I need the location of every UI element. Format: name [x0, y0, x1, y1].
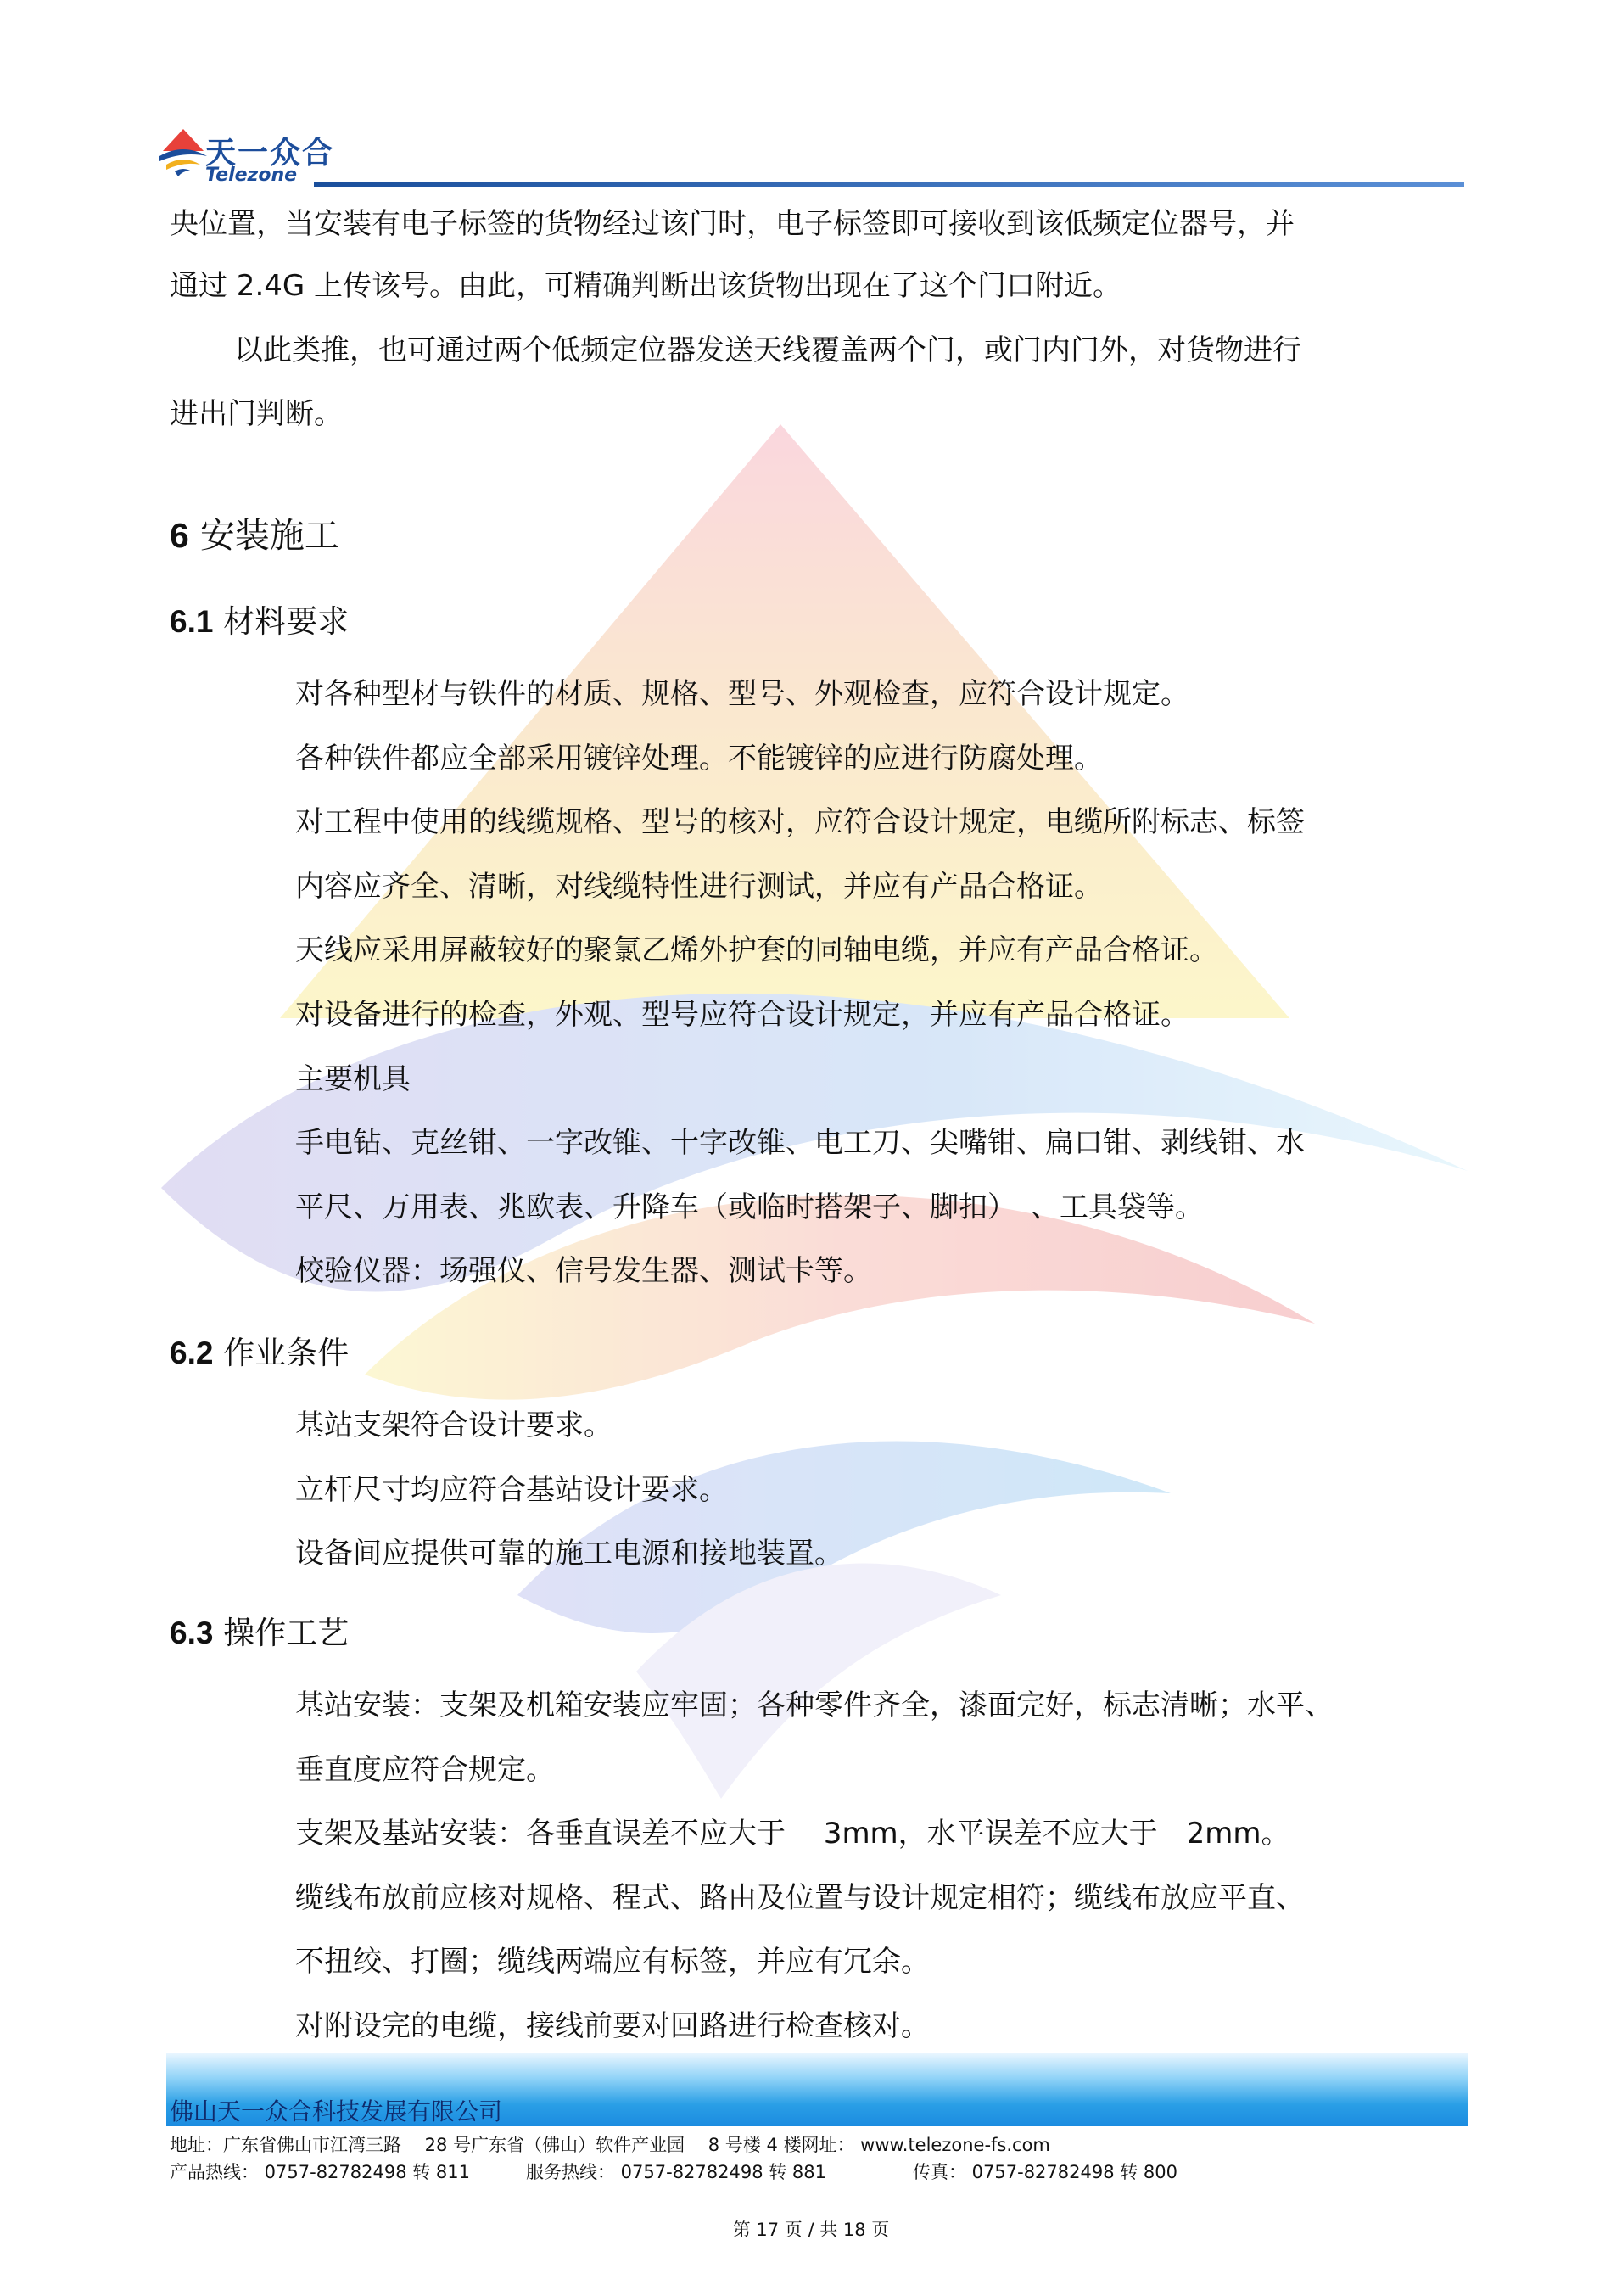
- footer-product-hotline: 产品热线： 0757-82782498 转 811: [170, 2162, 471, 2182]
- list-item: 不扭绞、打圈；缆线两端应有标签，并应有冗余。: [295, 1945, 930, 1979]
- paragraph-line: 以此类推，也可通过两个低频定位器发送天线覆盖两个门，或门内门外，对货物进行: [234, 333, 1301, 367]
- footer-service-hotline: 服务热线： 0757-82782498 转 881: [526, 2162, 827, 2182]
- subsection-heading-6-3: [170, 1617, 349, 1649]
- list-item: 支架及基站安装：各垂直误差不应大于 3mm，水平误差不应大于 2mm。: [295, 1817, 1290, 1851]
- list-item: 各种铁件都应全部采用镀锌处理。不能镀锌的应进行防腐处理。: [295, 742, 1103, 776]
- list-item: 对工程中使用的线缆规格、型号的核对，应符合设计规定，电缆所附标志、标签: [295, 805, 1305, 839]
- list-item: 基站安装：支架及机箱安装应牢固；各种零件齐全，漆面完好，标志清晰；水平、: [295, 1688, 1334, 1722]
- subsection-number: 6.3: [170, 1616, 214, 1650]
- list-item: 垂直度应符合规定。: [295, 1753, 555, 1787]
- subsection-title: 操作工艺: [223, 1615, 350, 1651]
- paragraph-line: 进出门判断。: [170, 397, 343, 431]
- telezone-logo-icon: [158, 127, 209, 178]
- paragraph-line: 通过 2.4G 上传该号。由此，可精确判断出该货物出现在了这个门口附近。: [170, 269, 1122, 303]
- subsection-heading-6-2: [170, 1337, 349, 1369]
- subsection-number: 6.2: [170, 1336, 214, 1370]
- brand-name-cn: 天一众合: [205, 136, 335, 171]
- footer-address: 地址：广东省佛山市江湾三路 28 号广东省（佛山）软件产业园 8 号楼 4 楼网址： www.telezone-fs.com: [170, 2135, 1050, 2155]
- subsection-number: 6.1: [170, 604, 214, 639]
- list-item: 主要机具: [295, 1062, 411, 1096]
- subsection-heading-6-1: [170, 603, 350, 640]
- subsection-title: 材料要求: [223, 603, 350, 640]
- footer-company-name: 佛山天一众合科技发展有限公司: [170, 2097, 503, 2125]
- page-number: 第 17 页 / 共 18 页: [732, 2220, 890, 2240]
- header-rule: [314, 182, 1464, 187]
- list-item: 手电钻、克丝钳、一字改锥、十字改锥、电工刀、尖嘴钳、扁口钳、剥线钳、水: [295, 1126, 1305, 1160]
- brand-name-en: Telezone: [205, 165, 298, 186]
- subsection-title: 作业条件: [223, 1335, 350, 1371]
- list-item: 缆线布放前应核对规格、程式、路由及位置与设计规定相符；缆线布放应平直、: [295, 1881, 1305, 1915]
- section-number: 6: [170, 516, 189, 555]
- section-title: 安装施工: [199, 515, 339, 556]
- paragraph-line: 央位置，当安装有电子标签的货物经过该门时，电子标签即可接收到该低频定位器号，并: [170, 207, 1295, 241]
- footer-fax: 传真： 0757-82782498 转 800: [913, 2162, 1178, 2182]
- list-item: 天线应采用屏蔽较好的聚氯乙烯外护套的同轴电缆，并应有产品合格证。: [295, 933, 1218, 967]
- list-item: 校验仪器：场强仪、信号发生器、测试卡等。: [295, 1254, 872, 1288]
- list-item: 基站支架符合设计要求。: [295, 1408, 612, 1442]
- list-item: 设备间应提供可靠的施工电源和接地装置。: [295, 1537, 843, 1571]
- list-item: 立杆尺寸均应符合基站设计要求。: [295, 1473, 728, 1507]
- list-item: 平尺、万用表、兆欧表、升降车（或临时搭架子、脚扣） 、工具袋等。: [295, 1190, 1204, 1224]
- watermark-logo: [161, 424, 1468, 1799]
- list-item: 对设备进行的检查，外观、型号应符合设计规定，并应有产品合格证。: [295, 998, 1189, 1032]
- list-item: 内容应齐全、清晰，对线缆特性进行测试，并应有产品合格证。: [295, 870, 1103, 904]
- list-item: 对附设完的电缆，接线前要对回路进行检查核对。: [295, 2009, 930, 2043]
- list-item: 对各种型材与铁件的材质、规格、型号、外观检查，应符合设计规定。: [295, 677, 1189, 711]
- section-heading-6: [170, 515, 339, 556]
